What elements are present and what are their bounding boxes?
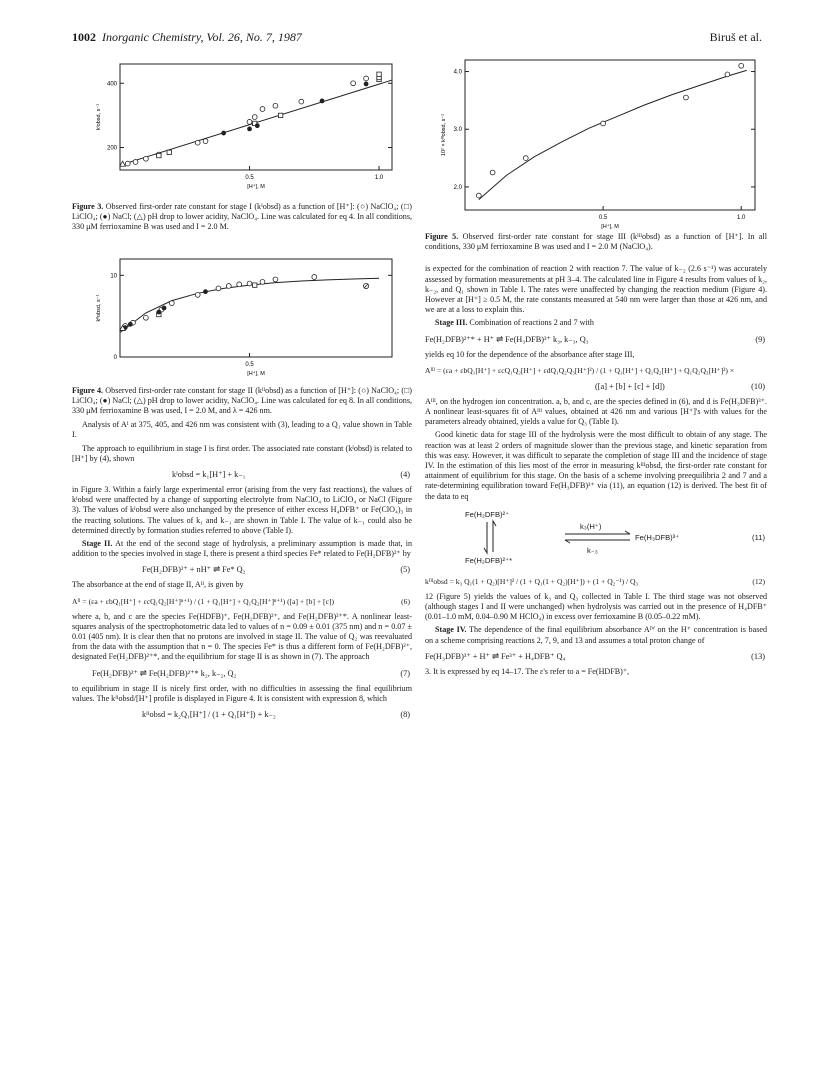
stage-heading: Stage IV. — [435, 625, 467, 635]
data-point-filled — [247, 126, 252, 131]
data-point-circle — [252, 115, 257, 120]
figure-3-plot — [72, 52, 412, 202]
y-tick-label: 10 — [110, 272, 117, 279]
paragraph: yields eq 10 for the dependence of the absorbance after stage III, — [425, 349, 635, 359]
data-point-square — [157, 153, 161, 157]
stage-heading: Stage II. — [82, 539, 113, 549]
x-tick-label: 1.0 — [374, 175, 384, 181]
x-axis-label: [H⁺], M — [247, 184, 265, 190]
equation-7: Fe(H₂DFB)²⁺ ⇌ Fe(H₂DFB)²⁺* k₂, k₋₂, Q₂ (7) — [92, 668, 410, 678]
data-point-circle — [490, 170, 495, 175]
data-point-filled — [221, 131, 226, 136]
scheme-k3-label: k₃(H⁺) — [580, 521, 602, 531]
equation-5: Fe(H₂DFB)²⁺ + nH⁺ ⇌ Fe* Q₂ (5) — [142, 565, 410, 575]
reaction-scheme-11 — [425, 508, 767, 570]
y-axis-label: kᴵᴵobsd, s⁻¹ — [96, 294, 102, 322]
paragraph: 12 (Figure 5) yields the values of k₃ and Q₃ collected in Table I. The third stage was not observed (although stages I and II were unchanged) when hydrolysis was carried out in the presence of H₄DFB⁺ (0.01–1.0 mM, 0.04–0.90 M HClO₄) in excess over ferrioxamine B (0.05–0.22 mM). — [425, 591, 767, 622]
data-point-square — [253, 283, 257, 287]
figure-5-plot — [425, 52, 767, 232]
data-point-circle — [312, 274, 317, 279]
data-point-circle — [601, 121, 606, 126]
data-point-circle — [260, 279, 265, 284]
data-point-filled — [128, 322, 133, 327]
paragraph: where a, b, and c are the species Fe(HDFB)⁺, Fe(H₂DFB)²⁺, and Fe(H₂DFB)²⁺*. A nonlinear least-squares analysis of the spectrophotometric data led to values of n = 0.09 ± 0.01 (375 nm) and n = 0.07 ± 0.01 (405 nm). It is clear then that no protons are involved in stage II. The value of Q₂ was reevaluated from the data with the assumption that n = 0. The species Fe* is thus a different form of Fe(H₂DFB)²⁺, designated Fe(H₂DFB)²⁺*, and the equilibrium for stage II is as shown in (7). The approach — [72, 611, 412, 662]
plot-frame — [465, 60, 755, 210]
paragraph: in Figure 3. Within a fairly large experimental error (arising from the very fast reactions), the values of kᴵobsd were unaffected by a change of supporting electrolyte from NaClO₄ to LiClO₄ or NaCl (Figure 3). The values of kᴵobsd were also unchanged by the presence of either excess H₄DFB⁺ or Fe(ClO₄)₃ in the reacting solutions. The values of k₁ and k₋₁ are shown in Table I. The value of k₋₁ could also be determined directly by formation studies referred to above (Table I). — [72, 485, 412, 535]
paragraph: 3. It is expressed by eq 14–17. The ε's refer to a = Fe(HDFB)⁺, — [425, 666, 630, 676]
y-tick-label: 4.0 — [453, 69, 462, 76]
scheme-species-bottom: Fe(H₂DFB)²⁺* — [465, 555, 513, 565]
data-point-circle — [226, 283, 231, 288]
figure-4-caption: Figure 4. Observed first-order rate constant for stage II (kᴵᴵobsd) as a function of [H⁺]: (○) NaClO₄; (□) LiClO₄; (●) NaCl; (△) pH drop to lower acidity, NaClO₄. Line was calculated for eq 8. In all conditions, 330 μM ferrioxamine B was used, I = 2.0 M, and λ = 426 nm. — [72, 385, 413, 416]
paragraph: Analysis of Aᴵ at 375, 405, and 426 nm was consistent with (3), leading to a Q₁ value shown in Table I. — [72, 420, 412, 440]
y-tick-label: 0 — [113, 354, 117, 361]
y-axis-label: 10² × kᴵᴵᴵobsd, s⁻¹ — [441, 113, 447, 157]
equation-number: (11) — [752, 532, 765, 542]
data-point-circle — [273, 103, 278, 108]
y-axis-label: kᴵobsd, s⁻¹ — [96, 103, 102, 131]
equation-4: kᴵobsd = k₁[H⁺] + k₋₁ (4) — [172, 470, 410, 480]
equation-10: Aᴵᴵᴵ = (εa + εbQ₁[H⁺] + εcQ₁Q₂[H⁺] + εdQ₁Q₂Q₃[H⁺]²) / (1 + Q₁[H⁺] + Q₁Q₂[H⁺] + Q₁Q₂Q₃[H⁺]²) × — [425, 365, 735, 375]
data-point-triangle — [120, 161, 126, 166]
figure-3-caption: Figure 3. Observed first-order rate constant for stage I (kᴵobsd) as a function of [H⁺]: (○) NaClO₄; (□) LiClO₄; (●) NaCl; (△) pH drop to lower acidity, NaClO₄. Line was calculated for eq 4. In all conditions, 330 μM ferrioxamine B was used and I = 2.0 M. — [72, 202, 413, 232]
paragraph: is expected for the combination of reaction 2 with reaction 7. The value of k₋₂ (2.6 s⁻¹) was accurately assessed by formation measurements at pH 3–4. The calculated line in Figure 4 results from values of k₂, k₋₂, and Q₁ shown in Table I. The rates were unaffected by changing the reaction medium (Figure 4). However at [H⁺] ≥ 0.5 M, the rate constants measured at 540 nm were larger than those at 426 nm, and we are at a loss to explain this. — [425, 264, 767, 315]
y-tick-label: 3.0 — [453, 127, 462, 134]
data-point-filled — [255, 123, 260, 128]
scheme-species-top: Fe(H₂DFB)²⁺ — [465, 509, 510, 519]
data-point-circle — [195, 292, 200, 297]
data-point-circle — [739, 63, 744, 68]
equation-9: Fe(H₂DFB)²⁺* + H⁺ ⇌ Fe(H₃DFB)³⁺ k₃, k₋₃, Q₃ (9) — [425, 334, 765, 344]
data-point-filled — [203, 289, 208, 294]
left-column — [72, 52, 412, 1062]
y-tick-label: 2.0 — [453, 184, 462, 191]
data-point-circle — [203, 139, 208, 144]
data-point-circle — [247, 119, 252, 124]
fit-curve — [479, 70, 747, 199]
data-point-square — [377, 72, 381, 76]
fit-curve — [120, 278, 379, 332]
scheme-arrows — [425, 508, 767, 570]
data-point-circle — [725, 72, 730, 77]
data-point-circle — [476, 193, 481, 198]
data-point-filled — [320, 99, 325, 104]
data-point-circle — [133, 160, 138, 165]
data-point-circle — [351, 81, 356, 86]
data-point-circle — [195, 140, 200, 145]
fit-line — [125, 80, 392, 164]
data-point-circle — [364, 76, 369, 81]
figure-5-caption: Figure 5. Observed first-order rate constant for stage III (kᴵᴵᴵobsd) as a function of [H⁺]. In all conditions, 330 μM ferrioxamine B was used and I = 2.0 M (NaClO₄). — [425, 232, 767, 252]
stage-heading: Stage III. — [435, 318, 468, 328]
x-axis-label: [H⁺], M — [247, 370, 265, 377]
data-point-square — [278, 113, 282, 117]
data-point-circle — [125, 161, 130, 166]
scheme-k-3-label: k₋₃ — [587, 545, 598, 555]
right-column — [425, 52, 767, 1062]
running-authors: Biruš et al. — [709, 30, 762, 44]
data-point-circle — [144, 156, 149, 161]
paragraph: The approach to equilibrium in stage I is first order. The associated rate constant (kᴵobsd) is related to [H⁺] by (4), shown — [72, 443, 412, 463]
data-point-circle — [523, 156, 528, 161]
equation-10-continued: ([a] + [b] + [c] + [d]) (10) — [595, 381, 765, 391]
data-point-square — [167, 150, 171, 154]
paragraph: Stage IV. The dependence of the final equilibrium absorbance Aᴵⱽ on the H⁺ concentration is based on a scheme comprising reactions 2, 7, 9, and 13 and assumes a total proton change of — [425, 625, 767, 645]
data-point-filled — [156, 309, 161, 314]
data-point-circle — [144, 315, 149, 320]
data-point-circle — [216, 286, 221, 291]
page-number: 1002 — [72, 30, 96, 44]
y-tick-label: 400 — [106, 81, 117, 88]
data-point-circle — [299, 99, 304, 104]
x-tick-label: 1.0 — [737, 215, 746, 221]
data-point-circle — [169, 300, 174, 305]
equation-8: kᴵᴵobsd = k₂Q₁[H⁺] / (1 + Q₁[H⁺]) + k₋₂ (8) — [142, 710, 410, 720]
x-axis-label: [H⁺], M — [601, 224, 619, 230]
paragraph: Stage II. At the end of the second stage of hydrolysis, a preliminary assumption is made that, in addition to the species involved in stage I, there is present a third species Fe* related to Fe(H₂DFB)²⁺ by — [72, 539, 412, 559]
x-tick-label: 0.5 — [598, 215, 608, 221]
data-point-circle — [684, 95, 689, 100]
paragraph: Good kinetic data for stage III of the hydrolysis were the most difficult to obtain of any stage. The reaction was at least 2 orders of magnitude slower than the previous stage, and kinetic separation from this was easy. However, it was difficult to separate the completion of stage III and the incidence of stage IV. In the estimation of this lies most of the error in measuring kᴵᴵᴵobsd, the first-order rate constant for attainment of equilibrium for this stage. On the basis of a scheme involving preequilibria 2 and 7 and a rate-determining equilibration toward Fe(H₃DFB)³⁺ via (11), an equation (12) is derived. The best fit of the data to eq — [425, 430, 767, 501]
equation-13: Fe(H₃DFB)³⁺ + H⁺ ⇌ Fe³⁺ + H₄DFB⁺ Q₄ (13) — [425, 651, 765, 661]
data-point-circle — [247, 281, 252, 286]
data-point-filled — [162, 305, 167, 310]
data-point-circle — [273, 277, 278, 282]
data-point-circle — [260, 107, 265, 112]
scheme-species-right: Fe(H₃DFB)³⁺ — [635, 532, 680, 542]
equation-6: Aᴵᴵ = (εa + εbQ₁[H⁺] + εcQ₁Q₂[H⁺]ⁿ⁺¹) / (1 + Q₁[H⁺] + Q₁Q₂[H⁺]ⁿ⁺¹) ([a] + [b] + [c]) (6) — [72, 596, 410, 606]
figure-4-plot — [72, 251, 412, 386]
y-tick-label: 200 — [106, 145, 117, 152]
paragraph: The absorbance at the end of stage II, Aᴵᴵ, is given by — [72, 580, 244, 590]
data-point-filled — [364, 82, 369, 87]
page-header — [72, 30, 762, 46]
data-point-circle — [237, 282, 242, 287]
journal-citation: Inorganic Chemistry, Vol. 26, No. 7, 1987 — [102, 30, 302, 44]
paragraph: Stage III. Combination of reactions 2 and 7 with — [435, 318, 594, 328]
paragraph: to equilibrium in stage II is nicely first order, with no difficulties in assessing the final equilibrium values. The kᴵᴵobsd/[H⁺] profile is displayed in Figure 4. It is consistent with expression 8, which — [72, 683, 412, 703]
x-tick-label: 0.5 — [245, 361, 254, 368]
x-tick-label: 0.5 — [245, 175, 254, 181]
equation-12: kᴵᴵᴵobsd = k₃ Q₁(1 + Q₂)[H⁺]² / (1 + Q₁(1 + Q₂)[H⁺]) + (1 + Q₂⁻¹) / Q₃ (12) — [425, 576, 765, 586]
paragraph: Aᴵᴵᴵ, on the hydrogen ion concentration. a, b, and c, are the species defined in (6), and d is Fe(H₃DFB)³⁺. A nonlinear least-squares fit of Aᴵᴵᴵ values, obtained at 426 nm and various [H⁺]'s with values for the parameters already obtained, yields a value for Q₃ (Table I). — [425, 396, 767, 427]
